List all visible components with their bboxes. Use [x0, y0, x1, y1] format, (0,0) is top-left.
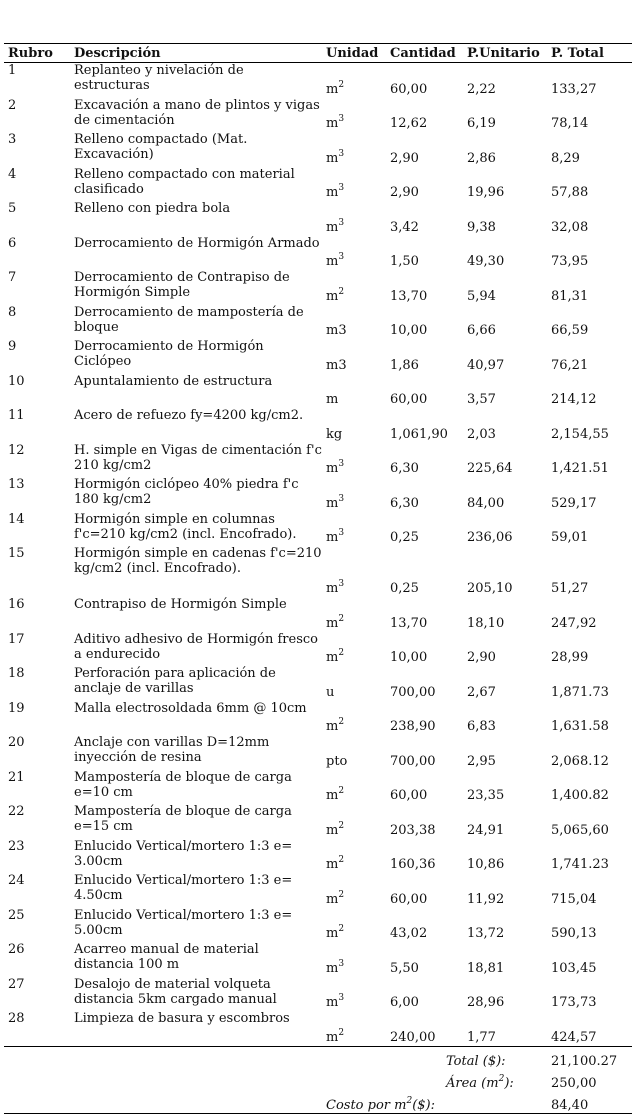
row-description: Derrocamiento de Hormigón Armado: [74, 235, 320, 251]
row-total-price: 1,421.51: [551, 461, 609, 476]
row-unit-price: 5,94: [467, 288, 496, 304]
row-total-price: 5,065,60: [551, 822, 609, 838]
row-unit: $m^3$: [326, 148, 345, 166]
row-unit: $m^3$: [326, 459, 345, 476]
row-unit: $m^2$: [326, 648, 345, 665]
row-description: Anclaje con varillas D=12mm inyección de resina: [74, 735, 270, 765]
table-row: [4, 305, 632, 340]
row-rubro: 5: [8, 201, 17, 216]
row-unit-price: 10,86: [467, 857, 505, 872]
row-rubro: 26: [8, 942, 25, 957]
cost-label: Costo por $m^2(\$)$:: [322, 1091, 547, 1114]
row-unit-price: 2,22: [467, 81, 496, 97]
row-total-price: 247,92: [551, 615, 597, 631]
table-row: [4, 236, 632, 271]
row-quantity: 12,62: [390, 116, 428, 131]
row-total-price: 2,154,55: [551, 426, 609, 442]
row-unit-price: 13,72: [467, 926, 505, 941]
row-total-price: 78,14: [551, 116, 589, 131]
row-unit-price: 18,10: [467, 615, 505, 631]
table-row: [4, 873, 632, 908]
table-row: [4, 1011, 632, 1046]
row-total-price: 8,29: [551, 150, 580, 166]
row-total-price: 2,068.12: [551, 753, 609, 769]
row-unit-price: 24,91: [467, 822, 505, 838]
table-totals: [4, 1046, 632, 1113]
row-quantity: 2,90: [390, 185, 419, 200]
row-unit-price: 6,66: [467, 323, 496, 338]
row-unit: $m^2$: [326, 286, 345, 304]
row-rubro: 23: [8, 838, 25, 854]
row-unit: m3: [326, 357, 347, 373]
table-row: [4, 512, 632, 547]
row-description: Excavación a mano de plintos y vigas de cimentación: [74, 97, 320, 128]
row-description: Acero de refuezo fy=4200 kg/cm2.: [74, 408, 304, 423]
row-unit: kg: [326, 426, 343, 442]
row-quantity: 6,30: [390, 495, 419, 511]
row-total-price: 715,04: [551, 891, 597, 907]
row-total-price: 103,45: [551, 960, 597, 976]
row-rubro: 28: [4, 1011, 70, 1046]
row-total-price: 66,59: [551, 323, 589, 338]
row-rubro: 3: [8, 132, 17, 147]
row-total-price: 529,17: [551, 495, 597, 511]
total-row: [4, 1046, 632, 1069]
row-total-price: 51,27: [551, 581, 589, 596]
row-description: Enlucido Vertical/mortero 1:3 e= 5.00cm: [74, 907, 293, 938]
row-unit-price: 2,86: [467, 150, 496, 166]
table-row: [4, 839, 632, 874]
table-row: [4, 546, 632, 597]
row-unit: $m^3$: [326, 993, 345, 1010]
row-quantity: 60,00: [390, 891, 428, 907]
row-description: Replanteo y nivelación de estructuras: [74, 63, 244, 93]
row-unit: $m^3$: [326, 579, 345, 596]
row-quantity: 1,061,90: [390, 426, 448, 442]
row-rubro: 16: [8, 597, 25, 612]
table-row: [4, 167, 632, 202]
row-description: Relleno compactado con material clasificado: [74, 166, 295, 197]
header-descripcion: Descripción: [70, 44, 322, 63]
row-unit-price: 40,97: [467, 357, 505, 373]
row-quantity: 3,42: [390, 219, 419, 235]
table-row: [4, 443, 632, 478]
row-unit-price: 2,03: [467, 426, 496, 442]
row-quantity: 1,86: [390, 357, 419, 373]
area-value: 250,00: [551, 1075, 597, 1091]
row-quantity: 13,70: [390, 288, 428, 304]
row-rubro: 6: [8, 235, 17, 251]
table-row: [4, 908, 632, 943]
cost-row: [4, 1091, 632, 1114]
row-total-price: 1,741.23: [551, 857, 609, 872]
row-quantity: 60,00: [390, 81, 428, 97]
row-unit: $m^2$: [326, 79, 345, 97]
table-row: [4, 63, 632, 98]
row-unit-price: 6,83: [467, 719, 496, 734]
row-unit-price: 236,06: [467, 530, 513, 545]
row-unit-price: 49,30: [467, 254, 505, 269]
row-rubro: 24: [8, 873, 25, 888]
row-unit: $m^2$: [326, 717, 345, 734]
row-rubro: 15: [8, 546, 25, 561]
row-rubro: 8: [8, 304, 17, 320]
row-description: Enlucido Vertical/mortero 1:3 e= 3.00cm: [74, 838, 293, 869]
row-rubro: 14: [8, 511, 25, 527]
row-total-price: 76,21: [551, 357, 589, 373]
row-rubro: 20: [8, 735, 25, 750]
row-unit: $m^3$: [326, 114, 345, 131]
row-unit: $m^2$: [326, 855, 345, 872]
row-unit-price: 6,19: [467, 116, 496, 131]
row-quantity: 60,00: [390, 392, 428, 407]
row-total-price: 173,73: [551, 995, 597, 1010]
row-unit: $m^3$: [326, 252, 345, 269]
row-unit-price: 11,92: [467, 891, 505, 907]
row-unit: $m^2$: [322, 1011, 386, 1046]
row-unit-price: 23,35: [467, 788, 505, 803]
table-row: [4, 735, 632, 770]
row-unit: $m^3$: [326, 217, 345, 235]
row-unit: pto: [326, 753, 348, 769]
row-unit-price: 2,90: [467, 650, 496, 665]
row-total-price: 1,400.82: [551, 788, 609, 803]
cost-value: 84,40: [547, 1091, 632, 1114]
area-row: [4, 1069, 632, 1091]
row-total-price: 32,08: [551, 219, 589, 235]
row-unit: $m^3$: [326, 528, 345, 545]
row-description: Mampostería de bloque de carga e=10 cm: [74, 769, 292, 800]
row-unit: m3: [326, 323, 347, 338]
row-description: Hormigón simple en cadenas f'c=210 kg/cm2 (incl. Encofrado).: [74, 546, 322, 576]
row-description: Derrocamiento de Contrapiso de Hormigón Simple: [74, 270, 290, 300]
row-unit-price: 3,57: [467, 392, 496, 407]
row-unit-price: 28,96: [467, 995, 505, 1010]
row-description: Contrapiso de Hormigón Simple: [74, 597, 287, 612]
row-total-price: 133,27: [551, 81, 597, 97]
row-unit: $m^3$: [326, 183, 345, 200]
table-row: [4, 666, 632, 701]
row-description: Desalojo de material volqueta distancia 5km cargado manual: [74, 976, 277, 1007]
row-rubro: 22: [8, 804, 25, 819]
row-description: Limpieza de basura y escombros: [70, 1011, 322, 1046]
table-row: [4, 477, 632, 512]
row-quantity: 0,25: [390, 530, 419, 545]
row-quantity: 700,00: [390, 753, 436, 769]
row-quantity: 60,00: [390, 788, 428, 803]
row-description: Hormigón ciclópeo 40% piedra f'c 180 kg/cm2: [74, 477, 299, 507]
row-unit: $m^2$: [326, 924, 345, 941]
table-row: [4, 804, 632, 839]
row-unit: $m^2$: [326, 786, 345, 803]
row-total-price: 214,12: [551, 392, 597, 407]
row-unit: u: [326, 684, 335, 700]
row-description: Hormigón simple en columnas f'c=210 kg/cm2 (incl. Encofrado).: [74, 511, 297, 542]
row-total-price: 57,88: [551, 185, 589, 200]
row-total-price: 81,31: [551, 288, 589, 304]
row-description: Mampostería de bloque de carga e=15 cm: [74, 804, 292, 834]
table-row: [4, 770, 632, 805]
row-quantity: 5,50: [390, 960, 419, 976]
row-quantity: 10,00: [390, 650, 428, 665]
row-quantity: 1,50: [390, 254, 419, 269]
row-rubro: 18: [8, 666, 25, 681]
row-unit: m: [326, 392, 339, 407]
row-quantity: 6,30: [390, 461, 419, 476]
row-rubro: 9: [8, 339, 17, 354]
row-quantity: 203,38: [390, 822, 436, 838]
row-description: H. simple en Vigas de cimentación f'c 210 kg/cm2: [74, 442, 322, 473]
row-rubro: 17: [8, 631, 25, 647]
row-rubro: 11: [8, 408, 25, 423]
row-description: Acarreo manual de material distancia 100 m: [74, 942, 259, 972]
row-unit: $m^2$: [326, 613, 345, 631]
table-row: [4, 942, 632, 977]
row-unit-price: 225,64: [467, 461, 513, 476]
row-quantity: 0,25: [390, 581, 419, 596]
row-rubro: 19: [8, 700, 25, 716]
table-header-row: [4, 44, 632, 63]
row-rubro: 4: [8, 166, 17, 182]
row-unit: $m^3$: [326, 493, 345, 511]
row-total-price: 1,871.73: [551, 684, 609, 700]
row-total-price: 424,57: [547, 1011, 632, 1046]
row-unit-price: 9,38: [467, 219, 496, 235]
row-rubro: 10: [8, 373, 25, 389]
row-unit-price: 1,77: [463, 1011, 547, 1046]
table-row: [4, 98, 632, 133]
header-p-unitario: P.Unitario: [463, 44, 547, 63]
row-rubro: 13: [8, 477, 25, 492]
total-label: Total ($):: [446, 1053, 506, 1069]
table-row: [4, 977, 632, 1012]
table-row: [4, 132, 632, 167]
row-total-price: 73,95: [551, 254, 589, 269]
table-row: [4, 339, 632, 374]
row-quantity: 10,00: [390, 323, 428, 338]
row-quantity: 13,70: [390, 615, 428, 631]
row-quantity: 160,36: [390, 857, 436, 872]
row-unit: $m^2$: [326, 889, 345, 907]
row-quantity: 2,90: [390, 150, 419, 166]
table-row: [4, 270, 632, 305]
row-quantity: 238,90: [390, 719, 436, 734]
row-unit: $m^2$: [326, 820, 345, 838]
row-description: Malla electrosoldada 6mm @ 10cm: [74, 700, 307, 716]
row-unit-price: 2,95: [467, 753, 496, 769]
row-description: Perforación para aplicación de anclaje de varillas: [74, 666, 276, 696]
table-row: [4, 408, 632, 443]
header-rubro: Rubro: [4, 44, 70, 63]
row-unit-price: 84,00: [467, 495, 505, 511]
table-body: [4, 63, 632, 1047]
row-unit-price: 19,96: [467, 185, 505, 200]
table-row: [4, 374, 632, 409]
row-unit-price: 205,10: [467, 581, 513, 596]
row-rubro: 25: [8, 907, 25, 923]
row-quantity: 240,00: [386, 1011, 463, 1046]
row-description: Aditivo adhesivo de Hormigón fresco a endurecido: [74, 631, 318, 662]
row-description: Relleno compactado (Mat. Excavación): [74, 132, 248, 162]
row-description: Derrocamiento de Hormigón Ciclópeo: [74, 339, 264, 369]
row-total-price: 59,01: [551, 530, 589, 545]
row-total-price: 1,631.58: [551, 719, 609, 734]
row-total-price: 28,99: [551, 650, 589, 665]
row-rubro: 2: [8, 97, 17, 113]
header-p-total: P. Total: [547, 44, 632, 63]
row-rubro: 1: [8, 63, 17, 78]
header-unidad: Unidad: [322, 44, 386, 63]
row-description: Relleno con piedra bola: [74, 201, 231, 216]
table-row: [4, 632, 632, 667]
row-rubro: 7: [8, 270, 17, 285]
row-rubro: 27: [8, 976, 25, 992]
header-cantidad: Cantidad: [386, 44, 463, 63]
row-rubro: 12: [8, 442, 25, 458]
row-unit-price: 18,81: [467, 960, 505, 976]
row-quantity: 6,00: [390, 995, 419, 1010]
row-description: Derrocamiento de mampostería de bloque: [74, 304, 304, 335]
area-label: Área $(m^2)$:: [446, 1073, 514, 1091]
row-unit: $m^3$: [326, 958, 345, 976]
table-row: [4, 701, 632, 736]
table-row: [4, 201, 632, 236]
row-quantity: 43,02: [390, 926, 428, 941]
table-row: [4, 597, 632, 632]
row-description: Enlucido Vertical/mortero 1:3 e= 4.50cm: [74, 873, 293, 903]
row-rubro: 21: [8, 769, 25, 785]
row-quantity: 700,00: [390, 684, 436, 700]
total-value: 21,100.27: [551, 1053, 618, 1069]
row-total-price: 590,13: [551, 926, 597, 941]
row-description: Apuntalamiento de estructura: [74, 373, 273, 389]
budget-table: [4, 43, 632, 1114]
row-unit-price: 2,67: [467, 684, 496, 700]
